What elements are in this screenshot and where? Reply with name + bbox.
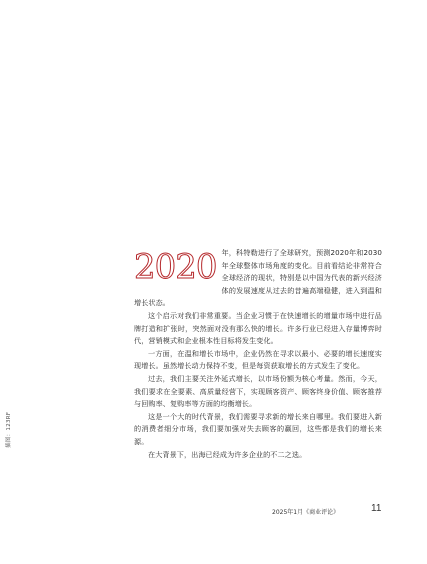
- article-body: [134, 247, 382, 461]
- image-credit: 插图：123RF: [6, 411, 12, 448]
- footer-issue-label: 2025年1月《商业评论》: [272, 509, 340, 516]
- paragraph-1: 年，科特勒进行了全球研究，预测2020年和2030年全球整体市场角度的变化。目前看结论非常符合全球经济的现状，特别是以中国为代表的新兴经济体的发展速度从过去的昔遍高端稳健，进入到温和增长状态。: [134, 248, 382, 308]
- page-number: 11: [371, 503, 382, 514]
- paragraph-6: 在大背景下，出海已经成为许多企业的不二之选。: [148, 449, 307, 459]
- paragraph-2: 这个启示对我们非常重要。当企业习惯于在快速增长的增量市场中进行品牌打造和扩张时，突然面对没有那么快的增长。许多行业已经进入存量博弈时代，营销模式和企业根本性目标将发生变化。: [134, 310, 382, 346]
- paragraph-4: 过去，我们主要关注外延式增长，以市场份额为核心考量。然而，今天，我们要求在全要素、高质量经营下，实现顾客资产、顾客终身价值、顾客推荐与回购率、复购率等方面的均衡增长。: [134, 373, 382, 409]
- drop-cap-year: 2020: [134, 247, 217, 287]
- paragraph-5: 这是一个大的时代背景，我们需要寻求新的增长来自哪里。我们要进入新的消费者细分市场，我们要加强对失去顾客的赢回，这些都是我们的增长来源。: [134, 411, 382, 446]
- paragraph-3: 一方面，在温和增长市场中，企业仍然在寻求以最小、必要的增长速度实现增长。虽然增长动力保持不变，但是每资获取增长的方式发生了变化。: [134, 348, 382, 371]
